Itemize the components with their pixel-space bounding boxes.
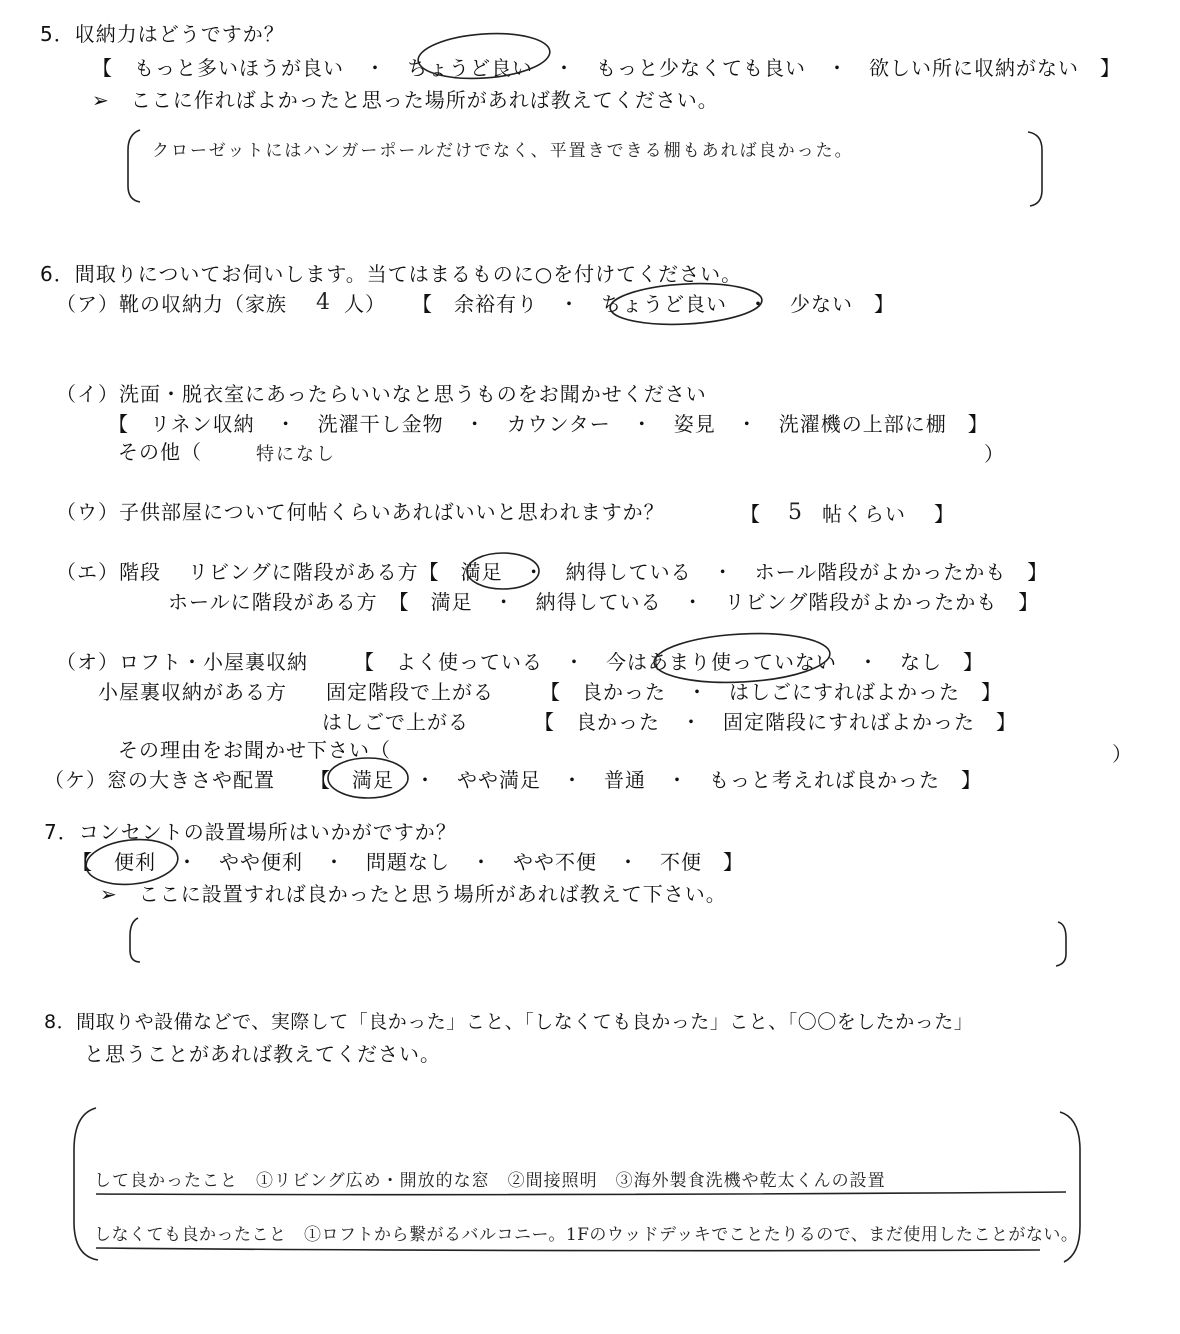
q6i-options[interactable]: 【 リネン収納 ・ 洗濯干し金物 ・ カウンター ・ 姿見 ・ 洗濯機の上部に棚 】 (108, 412, 989, 436)
q6ke-label: （ケ）窓の大きさや配置 (44, 768, 275, 792)
q6u-unit: 帖くらい (822, 502, 906, 526)
q6o-reason-close: ） (1112, 742, 1133, 766)
q6o-reason: その理由をお聞かせ下さい（ (118, 738, 391, 762)
q7-prompt: ➢ ここに設置すれば良かったと思う場所があれば教えて下さい。 (100, 882, 727, 906)
q6i-other-answer[interactable]: 特になし (256, 444, 336, 465)
q6ke-options[interactable]: 【 満足 ・ やや満足 ・ 普通 ・ もっと考えれば良かった 】 (310, 768, 982, 792)
q6u-count[interactable]: 5 (788, 500, 804, 525)
q6u-label: （ウ）子供部屋について何帖くらいあればいいと思われますか？ (56, 500, 665, 524)
q6o-ladder-options[interactable]: 【 良かった ・ 固定階段にすればよかった 】 (534, 710, 1017, 734)
q6u-close: 】 (934, 502, 955, 526)
q6a-label-post: 人） (344, 292, 386, 316)
q6o-attic-label: 小屋裏収納がある方 (98, 680, 287, 704)
q6u-open: 【 (740, 502, 761, 526)
q6o-options[interactable]: 【 よく使っている ・ 今はあまり使っていない ・ なし 】 (354, 650, 984, 674)
q6o-fixed-stairs: 固定階段で上がる (326, 680, 494, 704)
q7-title: 7．コンセントの設置場所はいかがですか？ (44, 820, 457, 844)
q5-title: 5．収納力はどうですか？ (40, 22, 285, 46)
q5-answer-box-left (128, 130, 140, 202)
q6a-family-count[interactable]: 4 (316, 290, 332, 315)
q6i-label: （イ）洗面・脱衣室にあったらいいなと思うものをお聞かせください (56, 382, 707, 406)
q6i-other-close: ） (984, 442, 1005, 466)
q5-options[interactable]: 【 もっと多いほうが良い ・ ちょうど良い ・ もっと少なくても良い ・ 欲しい所に収納がない 】 (92, 56, 1121, 80)
q8-underline-2 (96, 1248, 1040, 1251)
q6a-options[interactable]: 【 余裕有り ・ ちょうど良い ・ 少ない 】 (412, 292, 895, 316)
q6a-label-pre: （ア）靴の収納力（家族 (56, 292, 287, 316)
q7-options[interactable]: 【 便利 ・ やや便利 ・ 問題なし ・ やや不便 ・ 不便 】 (72, 850, 744, 874)
q6o-fixed-options[interactable]: 【 良かった ・ はしごにすればよかった 】 (540, 680, 1002, 704)
q5-answer-box-right (1028, 132, 1042, 206)
q8-answer-good[interactable]: して良かったこと ①リビング広め・開放的な窓 ②間接照明 ③海外製食洗機や乾太くんの設置 (94, 1171, 886, 1191)
q8-title-2: と思うことがあれば教えてください。 (84, 1042, 441, 1066)
q6e-line1[interactable]: リビングに階段がある方【 満足 ・ 納得している ・ ホール階段がよかったかも 】 (188, 560, 1049, 584)
q8-answer-unneeded[interactable]: しなくても良かったこと ①ロフトから繋がるバルコニー。1Fのウッドデッキでことたりるので、まだ使用したことがない。 (94, 1225, 1079, 1245)
q6e-line2[interactable]: ホールに階段がある方 【 満足 ・ 納得している ・ リビング階段がよかったかも 】 (168, 590, 1040, 614)
q6o-label: （オ）ロフト・小屋裏収納 (56, 650, 308, 674)
q6o-ladder: はしごで上がる (322, 710, 469, 734)
q7-answer-box-left (130, 918, 140, 962)
q8-underline-1 (96, 1192, 1066, 1195)
q5-answer[interactable]: クローゼットにはハンガーポールだけでなく、平置きできる棚もあれば良かった。 (152, 141, 854, 161)
q6e-label: （エ）階段 (56, 560, 161, 584)
q6i-other-label: その他（ (118, 440, 202, 464)
q8-title: 8．間取りや設備などで、実際して「良かった」こと、「しなくても良かった」こと、「〇〇をしたかった」 (44, 1011, 974, 1033)
q5-prompt: ➢ ここに作ればよかったと思った場所があれば教えてください。 (92, 88, 719, 112)
q7-answer-box-right (1056, 922, 1066, 966)
q6-title: 6．間取りについてお伺いします。当てはまるものに○を付けてください。 (40, 262, 743, 286)
